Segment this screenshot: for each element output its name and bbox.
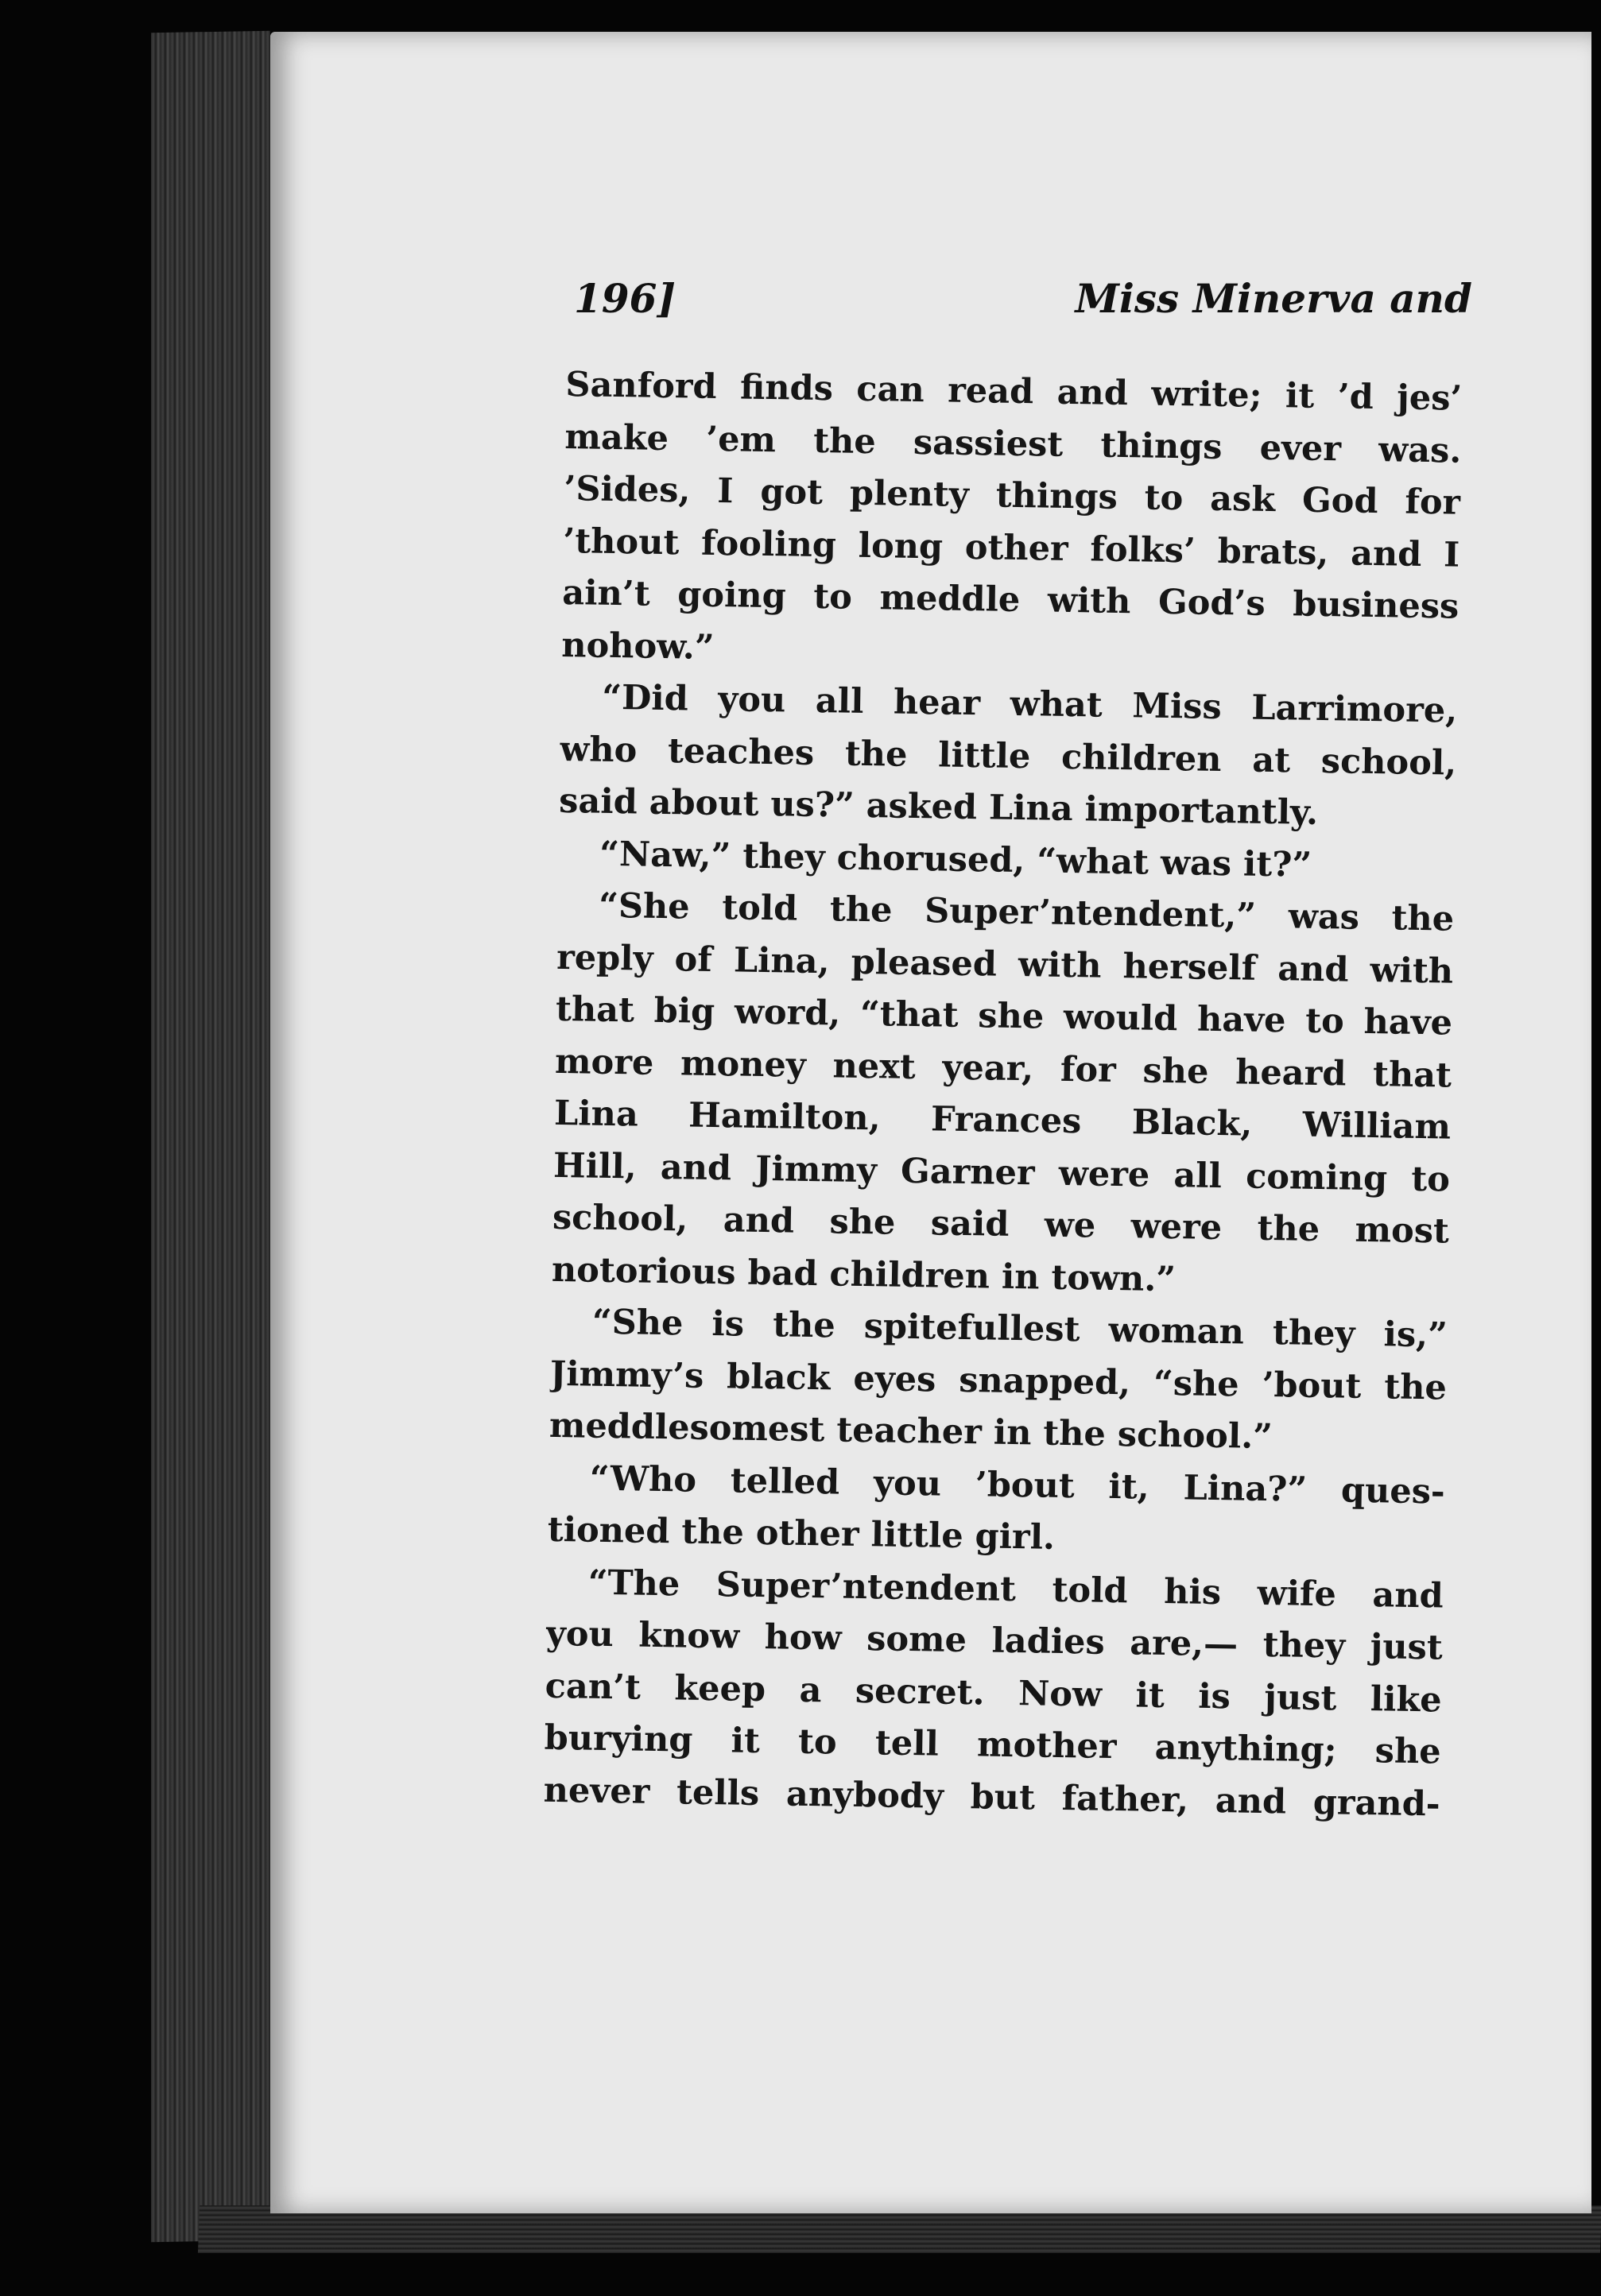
text-line: “Who telled you ’bout it, Lina?” ques- xyxy=(589,1458,1446,1512)
text-line: Hill, and Jimmy Garner were all coming to xyxy=(552,1145,1451,1200)
running-head xyxy=(574,270,1472,334)
text-line: “The Super’ntendent told his wife and xyxy=(587,1562,1444,1616)
text-line: meddlesomest teacher in the school.” xyxy=(549,1405,1273,1458)
text-line: school, and she said we were the most xyxy=(552,1197,1450,1252)
text-line: “Did you all hear what Miss Larrimore, xyxy=(601,677,1458,731)
text-line: ’Sides, I got plenty things to ask God for xyxy=(564,468,1461,523)
text-line: ain’t going to meddle with God’s business xyxy=(561,572,1460,627)
text-line: that big word, “that she would have to have xyxy=(555,989,1453,1043)
text-line: reply of Lina, pleased with herself and with xyxy=(556,937,1454,992)
text-line: said about us?” asked Lina importantly. xyxy=(558,780,1319,833)
text-line: tioned the other little girl. xyxy=(547,1509,1056,1558)
page-number: 196] xyxy=(574,275,676,322)
text-line: ’thout fooling long other folks’ brats, and I xyxy=(563,521,1460,575)
text-line: can’t keep a secret. Now it is just like xyxy=(545,1666,1443,1721)
text-line: “Naw,” they chorused, “what was it?” xyxy=(599,834,1312,885)
text-line: who teaches the little children at school, xyxy=(559,729,1457,784)
book-page-edges-left xyxy=(151,31,270,2243)
text-line: Jimmy’s black eyes snapped, “she ’bout the xyxy=(549,1353,1448,1408)
text-line: Sanford finds can read and write; it ’d jes’ xyxy=(565,364,1463,419)
text-line: “She is the spitefullest woman they is,” xyxy=(591,1302,1448,1356)
text-line: more money next year, for she heard that xyxy=(554,1041,1452,1096)
text-line: make ’em the sassiest things ever was. xyxy=(564,416,1462,471)
text-line: Lina Hamilton, Frances Black, William xyxy=(553,1093,1452,1148)
text-line: nohow.” xyxy=(560,625,715,668)
text-line: you know how some ladies are,— they just xyxy=(545,1613,1444,1668)
text-line: notorious bad children in town.” xyxy=(551,1249,1177,1299)
body-text xyxy=(543,359,1463,1830)
text-line: “She told the Super’ntendent,” was the xyxy=(598,885,1455,939)
text-line: burying it to tell mother anything; she xyxy=(544,1717,1442,1772)
text-line: never tells anybody but father, and grand- xyxy=(543,1770,1440,1824)
running-title: Miss Minerva and xyxy=(1075,275,1472,322)
